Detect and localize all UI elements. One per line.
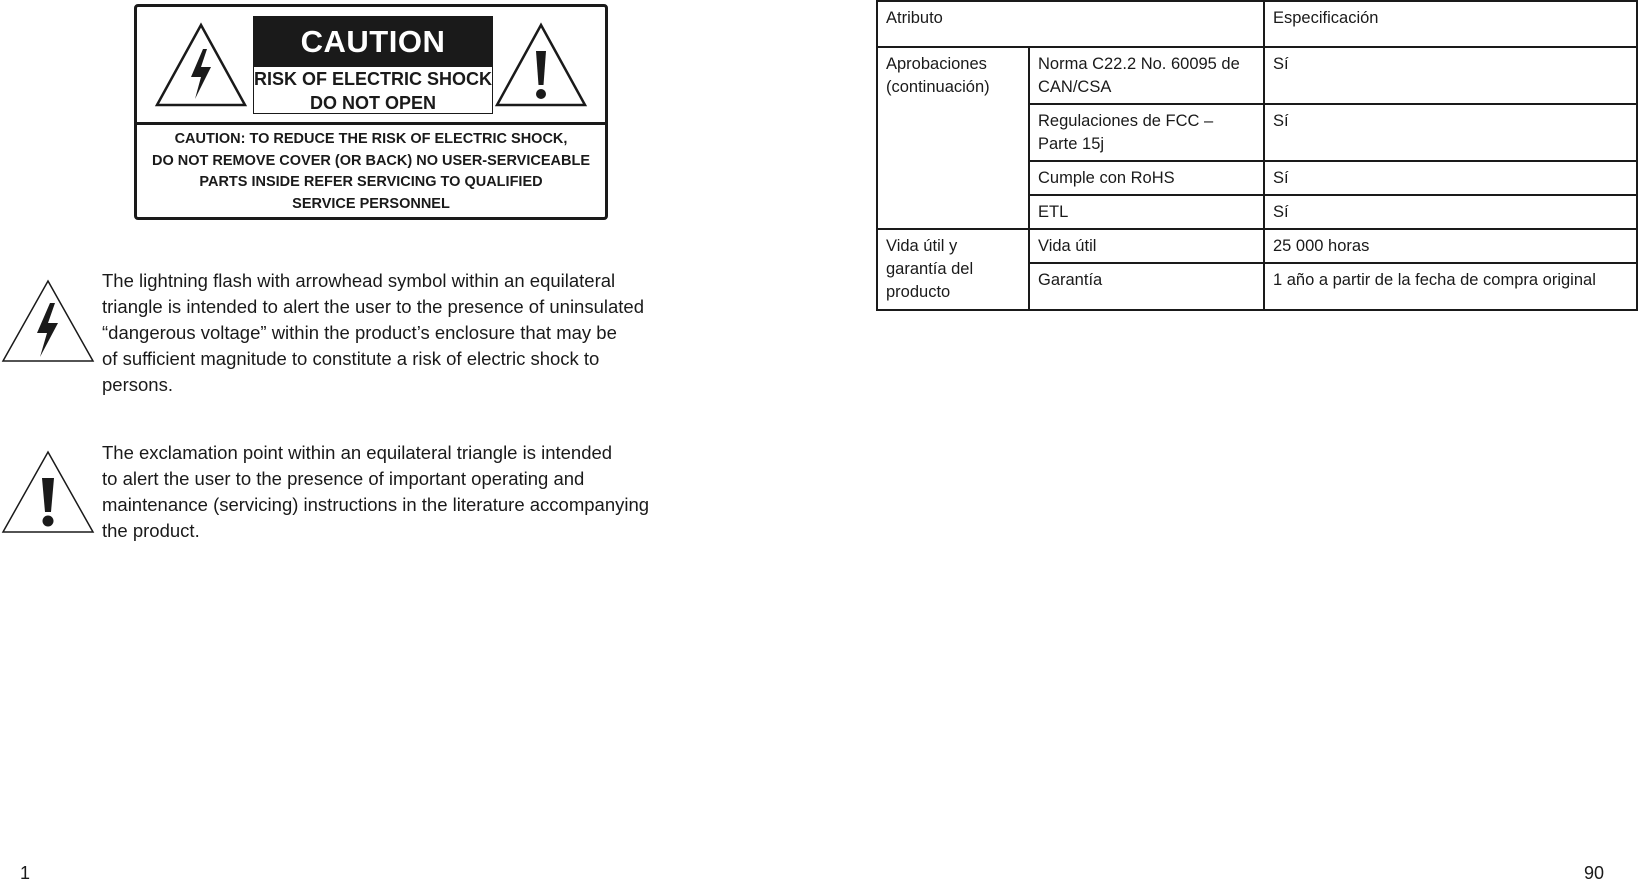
lightning-warning-icon — [0, 277, 96, 365]
row-value: Sí — [1264, 104, 1637, 161]
caution-bottom-line: SERVICE PERSONNEL — [292, 195, 450, 212]
row-attribute: Cumple con RoHS — [1029, 161, 1264, 195]
table-row — [877, 47, 1637, 104]
row-value: 1 año a partir de la fecha de compra original — [1264, 263, 1637, 310]
row-attribute: Garantía — [1029, 263, 1264, 310]
caution-line-2: DO NOT OPEN — [309, 93, 436, 113]
text-line: triangle is intended to alert the user to the presence of uninsulated — [102, 296, 644, 317]
row-value: Sí — [1264, 47, 1637, 104]
spec-table — [876, 0, 1638, 311]
caution-label — [134, 4, 608, 220]
lightning-warning-icon — [153, 21, 249, 109]
text-line: The exclamation point within an equilateral triangle is intended — [102, 442, 613, 463]
exclamation-explanation-text — [102, 440, 702, 544]
page-number-left: 1 — [20, 863, 31, 883]
caution-divider — [137, 122, 605, 125]
caution-bottom-line: PARTS INSIDE REFER SERVICING TO QUALIFIED — [199, 174, 543, 190]
text-line: persons. — [102, 374, 173, 395]
exclamation-warning-icon — [493, 21, 589, 109]
table-header-row — [877, 1, 1637, 47]
row-attribute: Regulaciones de FCC – Parte 15j — [1029, 104, 1264, 161]
table-row — [877, 229, 1637, 263]
row-attribute: Norma C22.2 No. 60095 de CAN/CSA — [1029, 47, 1264, 104]
caution-line-1: RISK OF ELECTRIC SHOCK — [254, 69, 493, 89]
row-attribute: ETL — [1029, 195, 1264, 229]
text-line: “dangerous voltage” within the product’s enclosure that may be — [102, 322, 617, 343]
lightning-explanation-text — [102, 268, 702, 398]
row-value: Sí — [1264, 161, 1637, 195]
text-line: maintenance (servicing) instructions in the literature accompanying — [102, 494, 650, 515]
caution-center-box — [253, 16, 493, 114]
caution-bottom-line: CAUTION: TO REDUCE THE RISK OF ELECTRIC SHOCK, — [174, 131, 568, 147]
exclamation-warning-icon — [0, 448, 96, 536]
caution-bottom-text — [137, 129, 605, 215]
caution-title: CAUTION — [254, 17, 492, 67]
caution-bottom-line: DO NOT REMOVE COVER (OR BACK) NO USER-SERVICEABLE — [152, 152, 590, 169]
row-attribute: Vida útil — [1029, 229, 1264, 263]
page-number-right: 90 — [1584, 863, 1605, 883]
text-line: of sufficient magnitude to constitute a risk of electric shock to — [102, 348, 600, 369]
row-value: 25 000 horas — [1264, 229, 1637, 263]
group-label-approvals: Aprobaciones (continuación) — [877, 47, 1029, 229]
text-line: The lightning flash with arrowhead symbol within an equilateral — [102, 270, 616, 291]
text-line: to alert the user to the presence of important operating and — [102, 468, 585, 489]
group-label-lifetime: Vida útil y garantía del producto — [877, 229, 1029, 310]
caution-label-top — [137, 7, 605, 122]
header-specification: Especificación — [1264, 1, 1637, 47]
row-value: Sí — [1264, 195, 1637, 229]
header-attribute: Atributo — [877, 1, 1264, 47]
text-line: the product. — [102, 520, 200, 541]
